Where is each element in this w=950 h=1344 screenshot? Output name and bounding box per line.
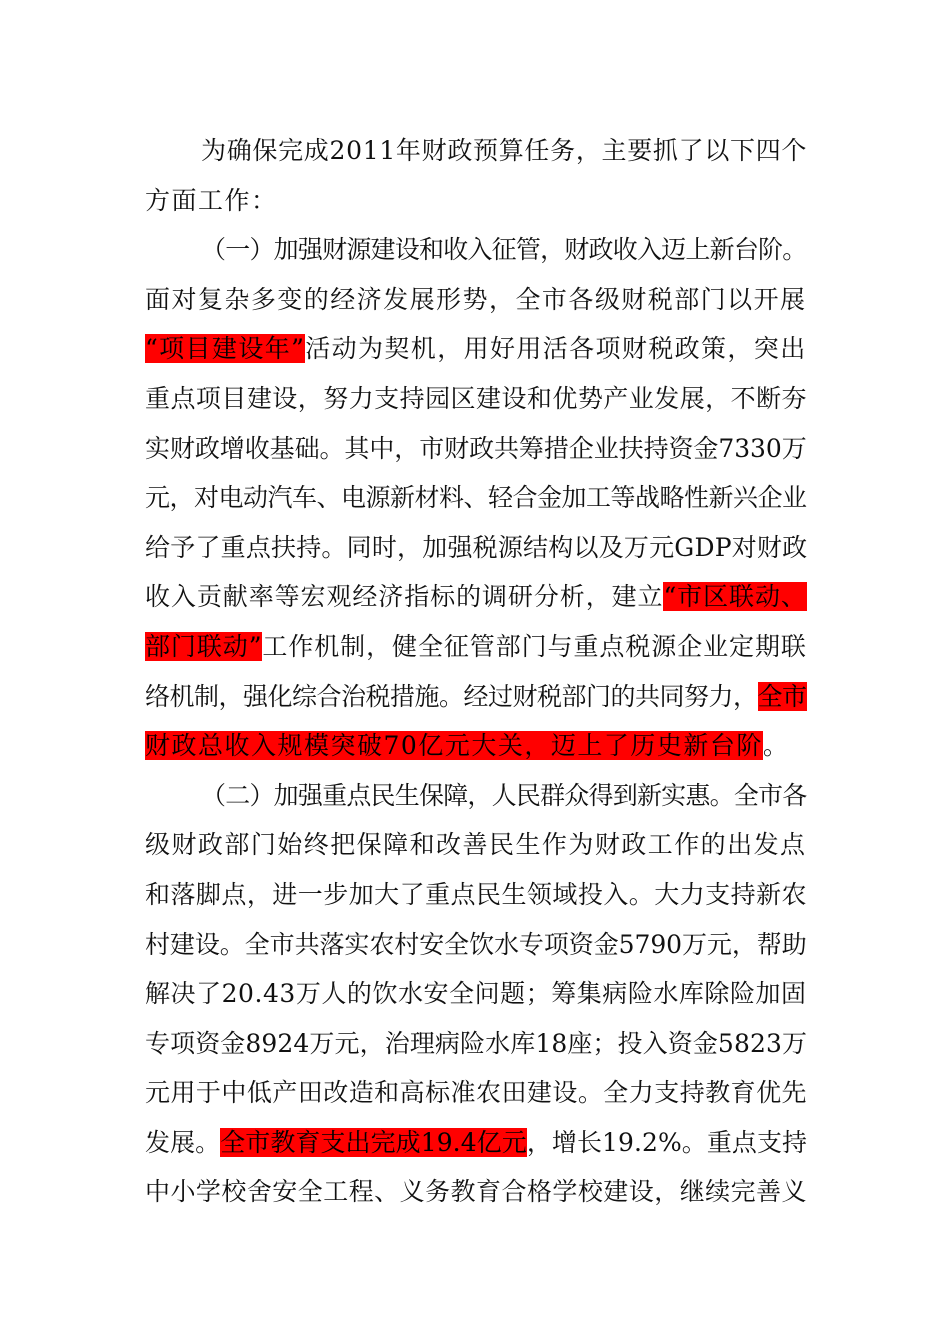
text-run: 级财政部门始终把保障和改善民生作为财政工作的出发点 [145,830,807,860]
paragraph-line [145,1167,808,1217]
section-heading-line [145,225,805,275]
text-run: 方面工作： [145,185,278,215]
text-run: 为确保完成2011年财政预算任务，主要抓了以下四个 [201,136,808,165]
text-run: （二）加强重点民生保障，人民群众得到新实惠。全市各 [201,780,807,810]
text-run: 村建设。全市共落实农村安全饮水专项资金5790万元，帮助 [145,929,807,959]
paragraph-line [145,870,808,920]
paragraph-line [145,920,805,970]
text-run: 专项资金8924万元，治理病险水库18座；投入资金5823万 [145,1028,808,1058]
paragraph-line [145,572,805,622]
text-run: 给予了重点扶持。同时，加强税源结构以及万元GDP对财政 [145,532,808,562]
paragraph-line [145,820,805,870]
paragraph-line [145,1019,808,1069]
paragraph-line [145,1118,808,1168]
paragraph-line [145,969,805,1019]
text-run: 元用于中低产田改造和高标准农田建设。全力支持教育优先 [145,1078,808,1108]
text-run: 元，对电动汽车、电源新材料、轻合金加工等战略性新兴企业 [145,483,807,513]
highlighted-text: 全市 [757,681,807,711]
paragraph-line [145,721,805,771]
paragraph-line [145,374,808,424]
paragraph-line [145,473,805,523]
text-run: 发展。 [145,1127,221,1157]
paragraph-line [145,275,805,325]
paragraph-line [145,622,805,672]
text-run: 收入贡献率等宏观经济指标的调研分析，建立 [145,582,664,612]
highlighted-text: “项目建设年” [145,334,306,364]
text-run: 。 [762,731,790,761]
text-run: 工作机制，健全征管部门与重点税源企业定期联 [262,631,807,661]
paragraph-line [145,176,805,226]
text-run: 和落脚点，进一步加大了重点民生领域投入。大力支持新农 [145,879,808,909]
highlighted-text: “市区联动、 [663,582,807,612]
text-run: 活动为契机，用好用活各项财税政策，突出 [305,334,807,364]
paragraph-line [145,523,808,573]
text-run: 中小学校舍安全工程、义务教育合格学校建设，继续完善义 [145,1177,808,1207]
paragraph-line [145,126,808,176]
text-run: ，增长19.2%。重点支持 [526,1127,808,1157]
highlighted-text: 全市教育支出完成19.4亿元 [220,1127,527,1157]
paragraph-line [145,324,805,374]
text-run: 实财政增收基础。其中，市财政共筹措企业扶持资金7330万 [145,433,807,463]
paragraph-line [145,1068,808,1118]
paragraph-line [145,424,805,474]
document-body [145,126,808,1217]
text-run: （一）加强财源建设和收入征管，财政收入迈上新台阶。 [201,235,807,265]
section-heading-line [145,771,805,821]
paragraph-line [145,672,805,722]
highlighted-text: 部门联动” [145,631,263,661]
highlighted-text: 财政总收入规模突破70亿元大关，迈上了历史新台阶 [145,731,763,761]
text-run: 解决了20.43万人的饮水安全问题；筹集病险水库除险加固 [145,979,807,1009]
text-run: 重点项目建设，努力支持园区建设和优势产业发展，不断夯 [145,383,808,413]
text-run: 络机制，强化综合治税措施。经过财税部门的共同努力， [145,681,758,711]
text-run: 面对复杂多变的经济发展形势，全市各级财税部门以开展 [145,284,807,314]
